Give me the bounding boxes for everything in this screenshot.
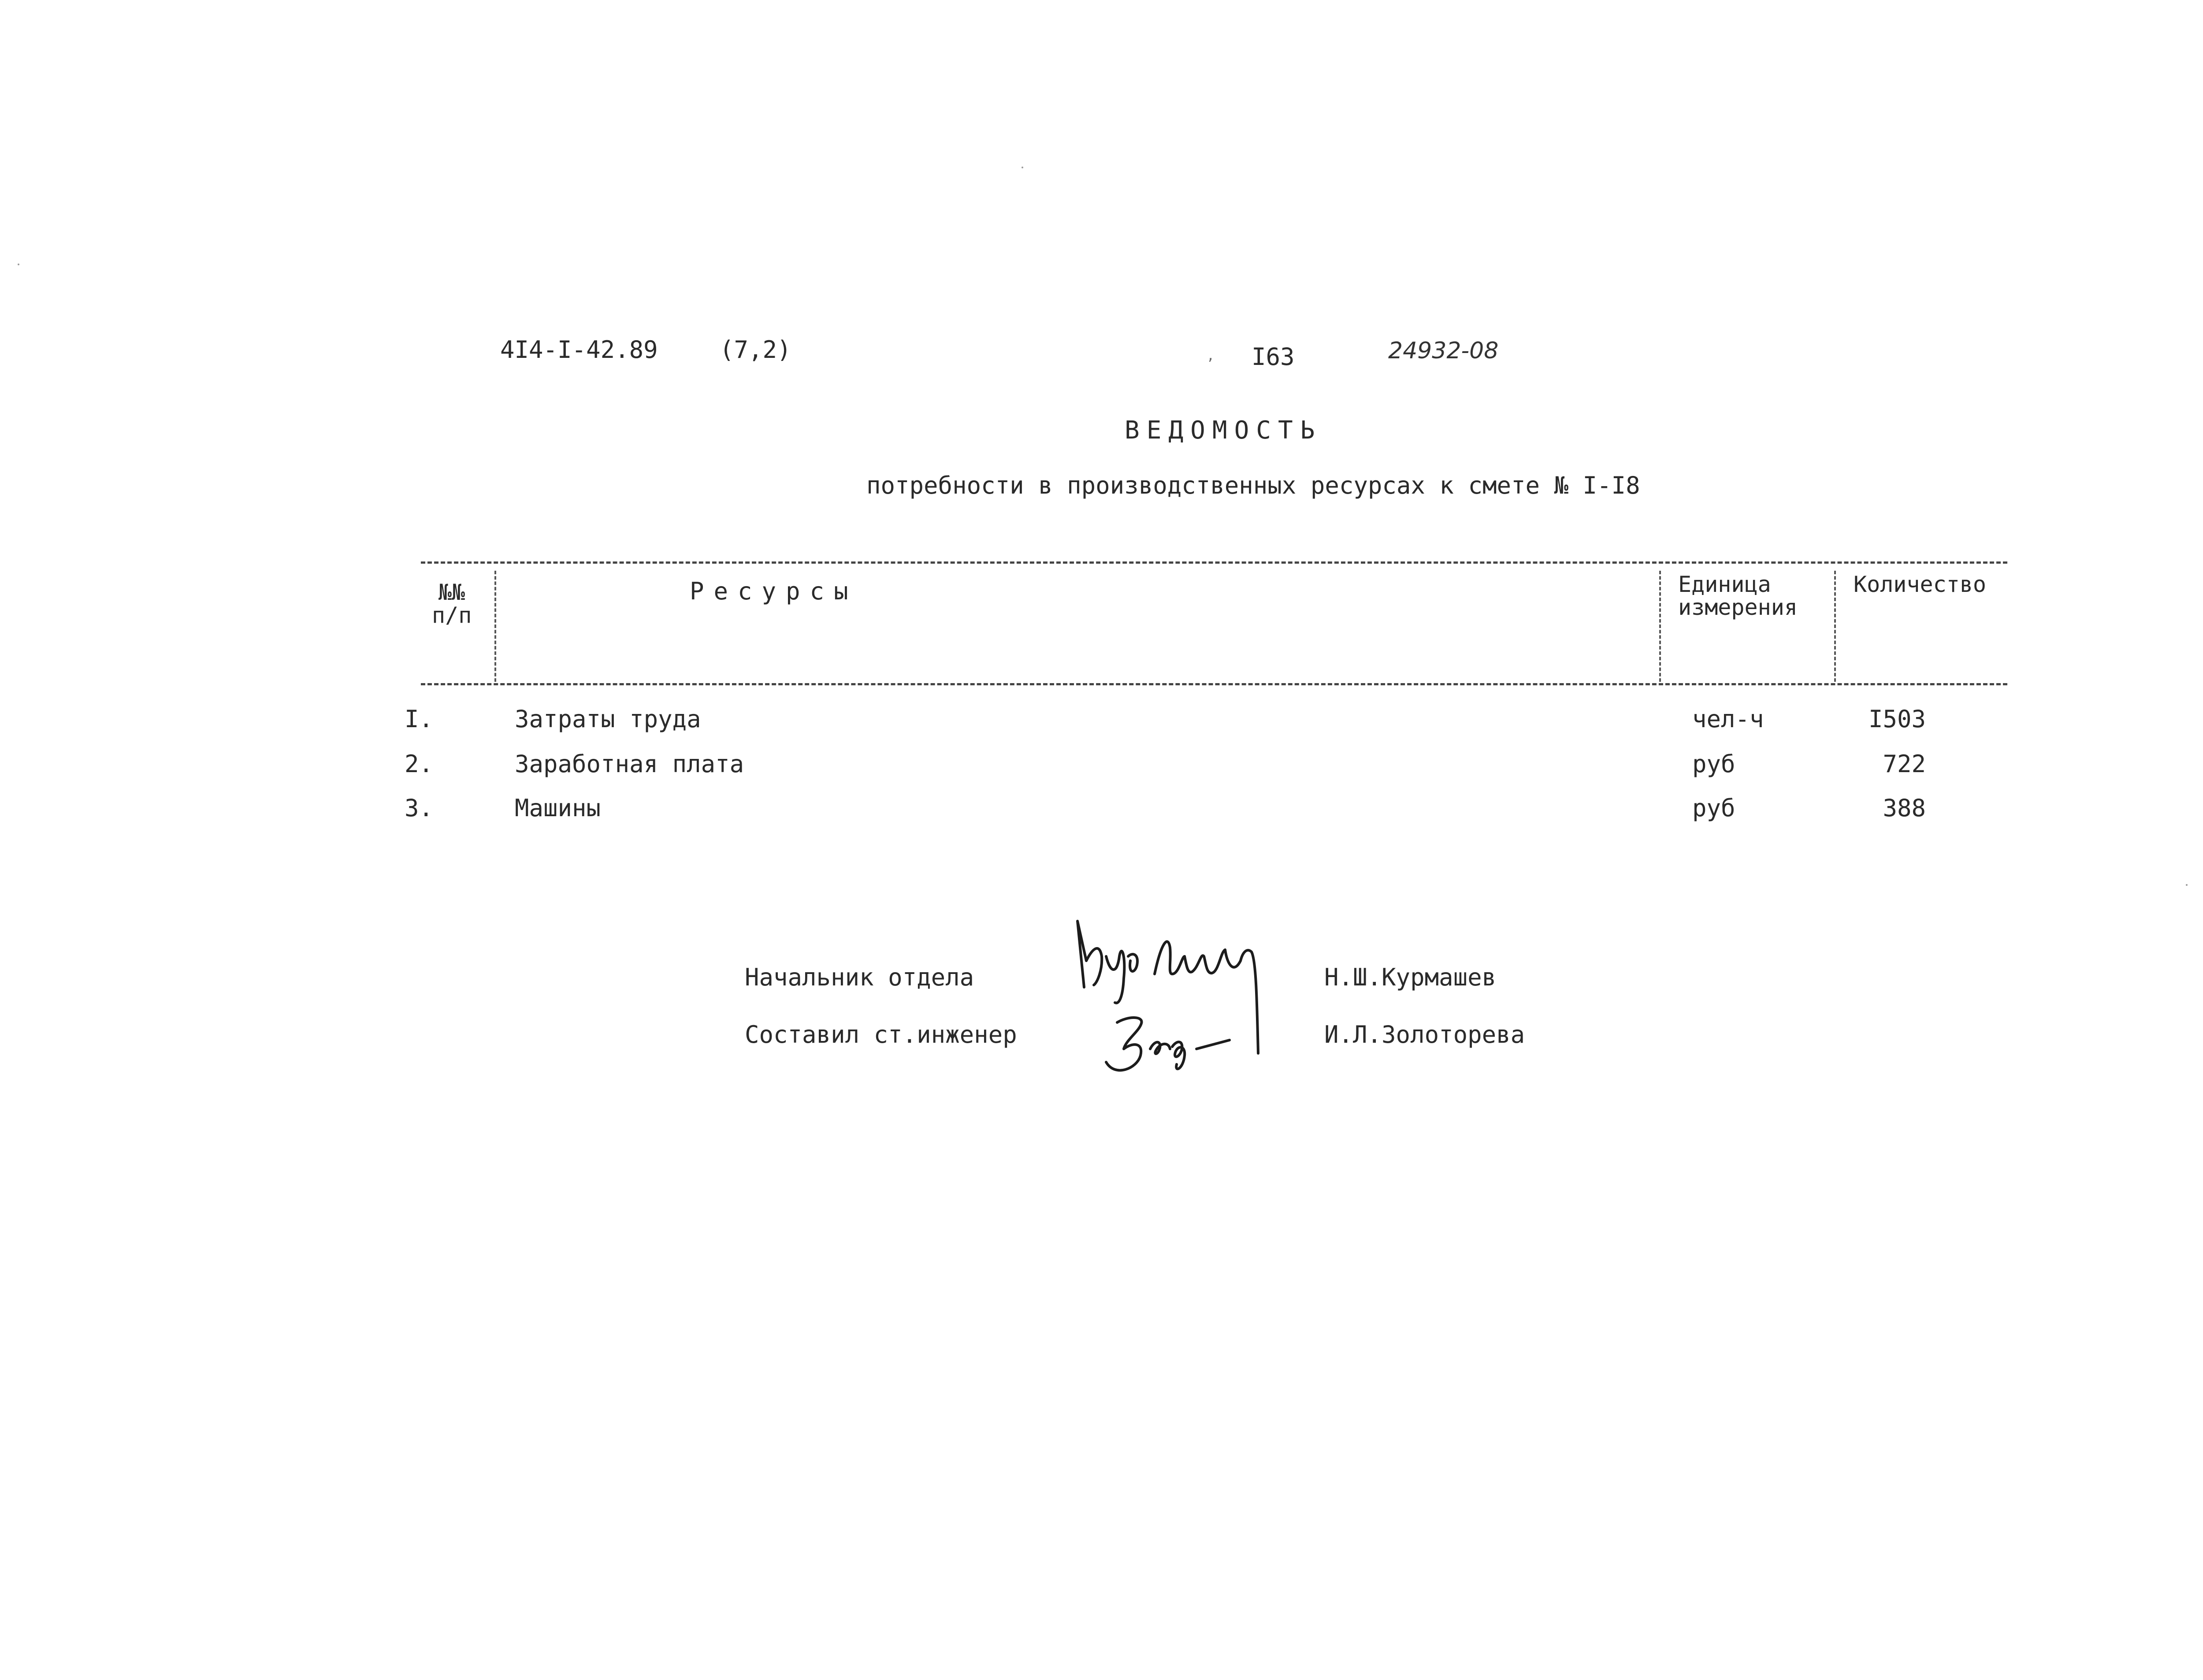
row-quantity: I503 [1868,705,1926,733]
document-subtitle: потребности в производственных ресурсах к смете № I-I8 [866,472,1640,499]
row-number: 3. [405,794,434,822]
signatory-role: Начальник отдела [745,963,974,991]
row-unit: руб [1692,794,1735,822]
header-quantity: Количество [1854,572,1987,597]
document-title: ВЕДОМОСТЬ [1125,416,1322,445]
table-header-rule [421,683,2007,685]
signatory-name: И.Л.Золоторева [1324,1021,1525,1048]
table-top-rule [421,561,2007,564]
handwritten-signatures [1066,908,1313,1075]
scan-speck [18,264,19,265]
ink-mark: , [1207,348,1215,364]
signatory-name: Н.Ш.Курмашев [1324,963,1497,991]
signatory-role: Составил ст.инженер [745,1021,1017,1048]
row-number: I. [405,705,434,733]
column-separator [1834,571,1836,682]
header-unit: Единица измерения [1678,572,1798,620]
archive-number: 24932-08 [1388,338,1499,364]
page-number: I63 [1252,343,1295,371]
row-resource-name: Машины [515,794,601,822]
row-unit: руб [1692,750,1735,778]
scan-speck [1022,167,1023,168]
row-resource-name: Заработная плата [515,750,744,778]
header-number: №№ п/п [432,580,472,628]
row-quantity: 722 [1883,750,1926,778]
column-separator [494,571,496,682]
row-resource-name: Затраты труда [515,705,701,733]
document-volume: (7,2) [720,336,791,364]
row-unit: чел-ч [1692,705,1764,733]
row-quantity: 388 [1883,794,1926,822]
header-resources: Ресурсы [690,577,858,605]
document-code: 4I4-I-42.89 [500,336,658,364]
scan-speck [2186,884,2188,886]
column-separator [1659,571,1661,682]
row-number: 2. [405,750,434,778]
